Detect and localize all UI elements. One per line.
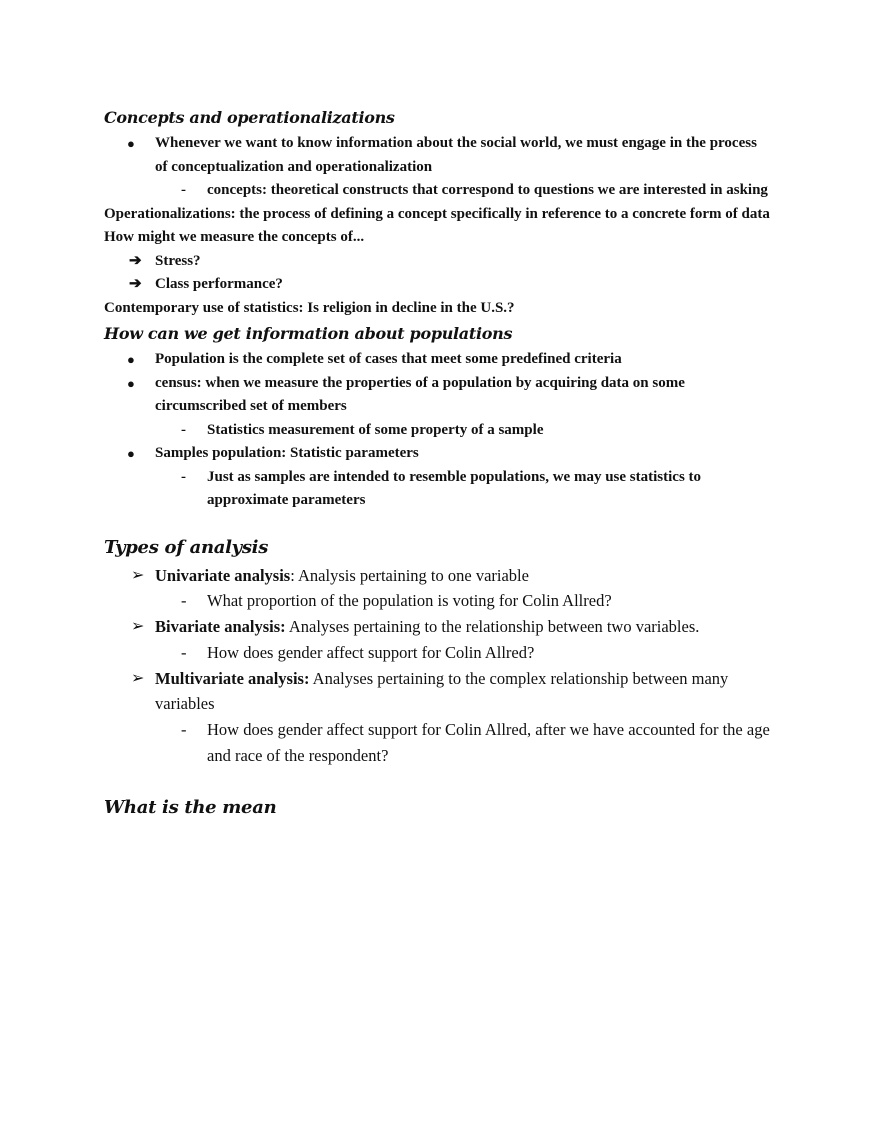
sub-list-item-continuation: approximate parameters [207,492,366,508]
list-item: ➔ Class performance? [155,273,784,297]
list-item: ➔ Stress? [155,250,784,274]
arrow-icon: ➔ [129,276,142,292]
bullet-marker: ● [127,446,135,461]
dash-marker: - [181,468,186,485]
list-item: ● Whenever we want to know information about the social world, we must engage in the process [155,132,784,156]
paragraph: Operationalizations: the process of defining a concept specifically in reference to a concrete form of data [104,205,770,222]
term-univariate: Univariate analysis [155,565,291,585]
sub-list-item: - concepts: theoretical constructs that correspond to questions we are interested in asking [207,179,784,203]
sub-list-item: - How does gender affect support for Colin Allred? [207,640,784,666]
sub-list-item-continuation: and race of the respondent? [207,746,389,766]
dash-marker: - [181,421,186,438]
bullet-marker: ● [127,375,135,391]
document-body [104,104,784,823]
heading-types-of-analysis: Types of analysis [104,536,269,558]
bullet-marker: ● [127,136,135,151]
term-bivariate: Bivariate analysis: [155,617,286,637]
list-item: ● Population is the complete set of cases that meet some predefined criteria [155,348,784,372]
heading-what-is-the-mean: What is the mean [104,796,277,818]
list-item: ● Samples population: Statistic parameters [155,442,784,466]
paragraph: Contemporary use of statistics: Is religion in decline in the U.S.? [104,299,515,316]
arrow-icon: ➔ [129,252,142,269]
list-item-continuation: variables [155,694,215,714]
dash-marker: - [181,182,186,198]
dash-marker: - [181,591,187,611]
sub-list-item: - What proportion of the population is voting for Colin Allred? [207,588,784,614]
triangle-arrow-icon: ➢ [131,566,145,584]
triangle-arrow-icon: ➢ [131,618,145,636]
dash-marker: - [181,642,187,662]
bullet-marker: ● [127,352,135,367]
paragraph: How might we measure the concepts of... [104,229,365,245]
heading-concepts: Concepts and operationalizations [104,108,395,127]
sub-list-item: - Just as samples are intended to resemble populations, we may use statistics to [207,466,784,490]
heading-populations: How can we get information about populations [104,324,513,343]
list-item: ➢ Multivariate analysis: Analyses pertaining to the complex relationship between many [155,666,784,692]
list-item-continuation: circumscribed set of members [155,398,347,414]
term-multivariate: Multivariate analysis: [155,668,310,688]
list-item: ➢ Bivariate analysis: Analyses pertaining to the relationship between two variables. [155,614,784,640]
triangle-arrow-icon: ➢ [131,669,145,687]
dash-marker: - [181,720,187,740]
list-item: ➢ Univariate analysis: Analysis pertaining to one variable [155,563,784,589]
sub-list-item: - Statistics measurement of some property of a sample [207,419,784,443]
list-item: ● census: when we measure the properties of a population by acquiring data on some [155,372,784,396]
list-item-continuation: of conceptualization and operationalization [155,158,433,175]
sub-list-item: - How does gender affect support for Colin Allred, after we have accounted for the age [207,717,784,743]
